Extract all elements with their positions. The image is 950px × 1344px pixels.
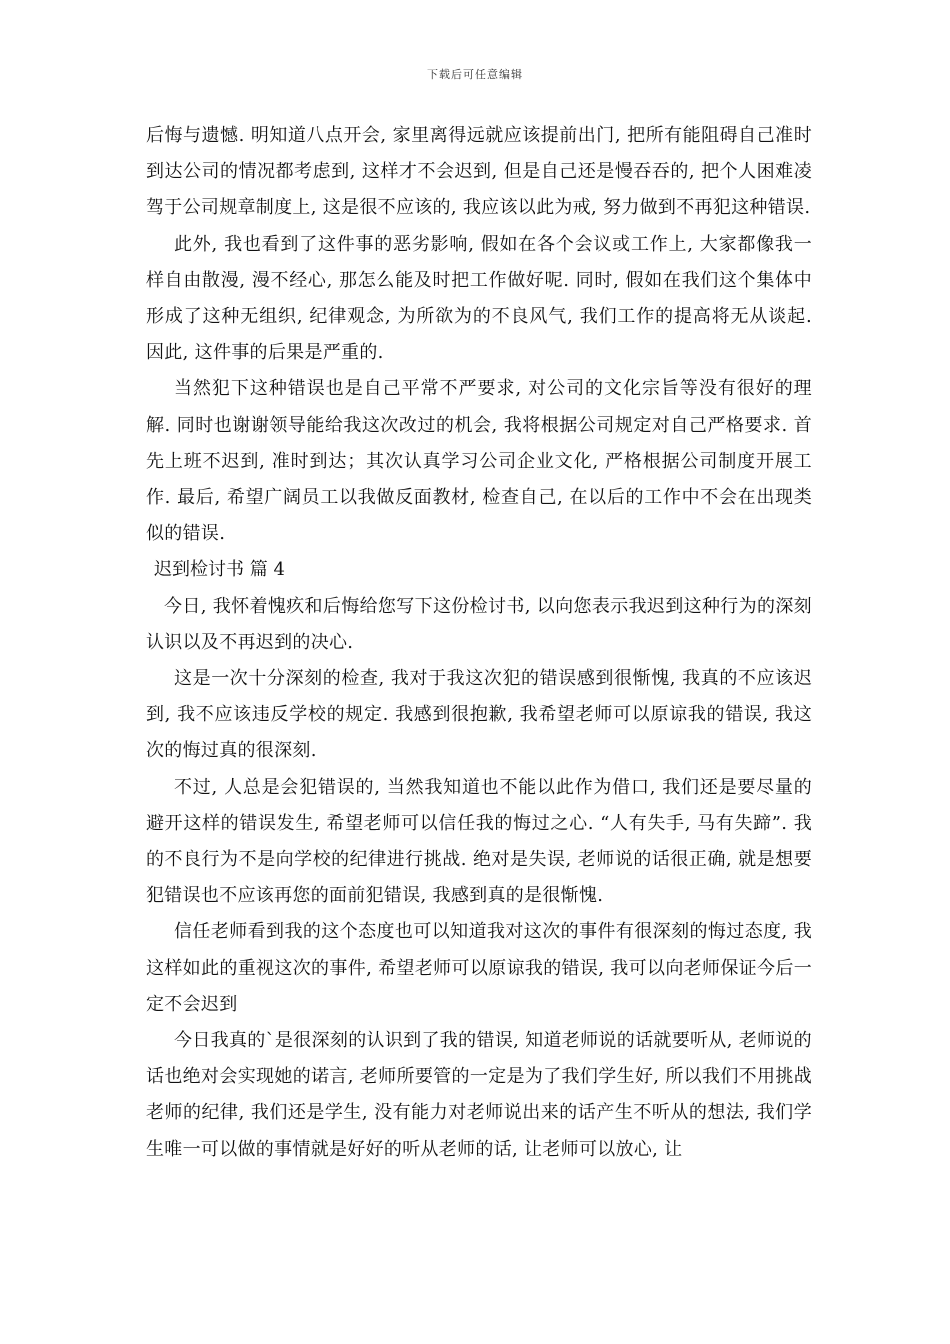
paragraph-trust: 信任老师看到我的这个态度也可以知道我对这次的事件有很深刻的悔过态度, 我这样如此的重视这次的事件, 希望老师可以原谅我的错误, 我可以向老师保证今后一定不会迟到 (146, 921, 812, 1015)
paragraph-intro: 今日, 我怀着愧疚和后悔给您写下这份检讨书, 以向您表示我迟到这种行为的深刻认识以及不再迟到的决心. (146, 595, 812, 653)
paragraph-continued: 后悔与遗憾. 明知道八点开会, 家里离得远就应该提前出门, 把所有能阻碍自己准时到达公司的情况都考虑到, 这样才不会迟到, 但是自己还是慢吞吞的, 把个人困难凌驾于公司规章制度上, 这是很不应该的, 我应该以此为戒, 努力做到不再犯这种错误. (146, 125, 812, 219)
page-header: 下载后可任意编辑 (427, 68, 523, 81)
paragraph-consequences: 此外, 我也看到了这件事的恶劣影响, 假如在各个会议或工作上, 大家都像我一样自由散漫, 漫不经心, 那怎么能及时把工作做好呢. 同时, 假如在我们这个集体中形成了这种无组织, 纪律观念, 为所欲为的不良风气, 我们工作的提高将无从谈起. 因此, 这件事的后果是严重的. (146, 233, 812, 364)
paragraph-excuse: 不过, 人总是会犯错误的, 当然我知道也不能以此作为借口, 我们还是要尽量的避开这样的错误发生, 希望老师可以信任我的悔过之心. “人有失手, 马有失蹄”. 我的不良行为不是向学校的纪律进行挑战. 绝对是失误, 老师说的话很正确, 就是想要犯错误也不应该再您的面前犯错误, 我感到真的是很惭愧. (146, 776, 812, 907)
document-body (146, 118, 812, 1168)
paragraph-reflection: 这是一次十分深刻的检查, 我对于我这次犯的错误感到很惭愧, 我真的不应该迟到, 我不应该违反学校的规定. 我感到很抱歉, 我希望老师可以原谅我的错误, 我这次的悔过真的很深刻. (146, 668, 812, 762)
paragraph-obedience: 今日我真的`是很深刻的认识到了我的错误, 知道老师说的话就要听从, 老师说的话也绝对会实现她的诺言, 老师所要管的一定是为了我们学生好, 所以我们不用挑战老师的纪律, 我们还是学生, 没有能力对老师说出来的话产生不听从的想法, 我们学生唯一可以做的事情就是好好的听从老师的话, 让老师可以放心, 让 (146, 1030, 812, 1160)
paragraph-resolution: 当然犯下这种错误也是自己平常不严要求, 对公司的文化宗旨等没有很好的理解. 同时也谢谢领导能给我这次改过的机会, 我将根据公司规定对自己严格要求. 首先上班不迟到, 准时到达；其次认真学习公司企业文化, 严格根据公司制度开展工作. 最后, 希望广阔员工以我做反面教材, 检查自己, 在以后的工作中不会在出现类似的错误. (146, 378, 812, 545)
section-heading: 迟到检讨书 篇 4 (154, 559, 285, 581)
